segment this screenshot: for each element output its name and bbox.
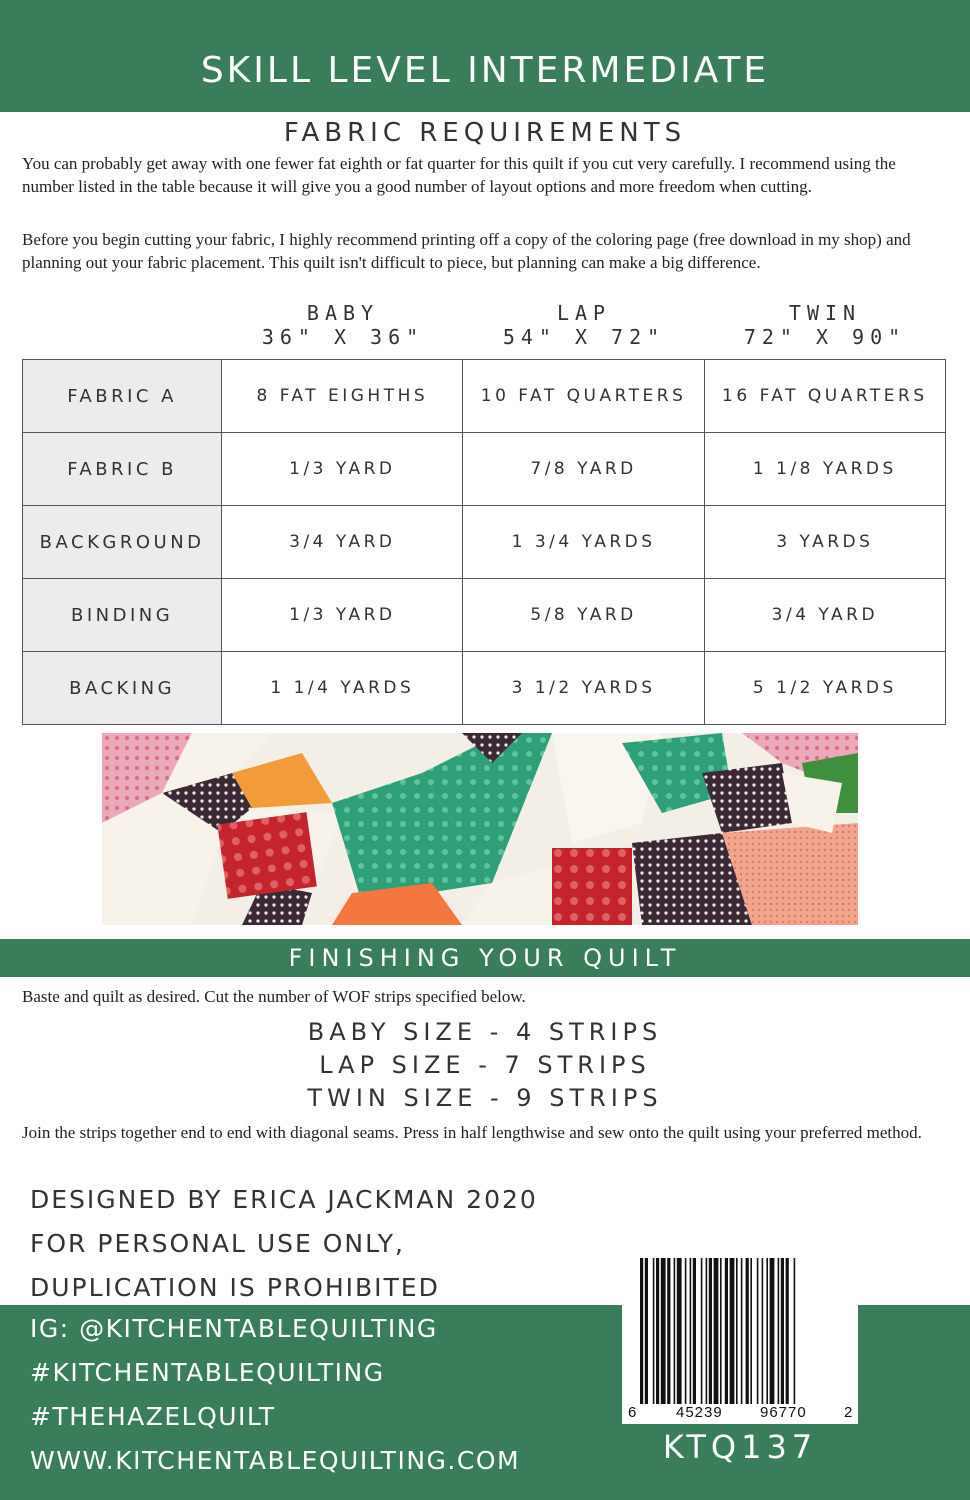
barcode-bar bbox=[741, 1258, 743, 1404]
barcode-digit: 45239 bbox=[676, 1404, 723, 1421]
size-name: TWIN bbox=[788, 301, 862, 325]
barcode-bar bbox=[693, 1258, 696, 1404]
table-cell: 16 FAT QUARTERS bbox=[704, 360, 945, 433]
barcode-bar bbox=[709, 1258, 712, 1404]
table-cell: 3 YARDS bbox=[704, 506, 945, 579]
skill-level-title: SKILL LEVEL INTERMEDIATE bbox=[200, 50, 770, 91]
barcode-bar bbox=[706, 1258, 708, 1404]
barcode-digit: 2 bbox=[844, 1404, 853, 1421]
barcode-digit: 6 bbox=[628, 1404, 637, 1421]
hashtag: #THEHAZELQUILT bbox=[30, 1402, 276, 1431]
row-label: BINDING bbox=[23, 579, 222, 652]
barcode bbox=[622, 1240, 858, 1424]
barcode-bar bbox=[786, 1258, 789, 1404]
barcode-bar bbox=[762, 1258, 764, 1404]
barcode-bar bbox=[674, 1258, 676, 1404]
barcode-bar bbox=[640, 1258, 643, 1404]
barcode-bar bbox=[656, 1258, 659, 1404]
table-cell: 3/4 YARD bbox=[704, 579, 945, 652]
barcode-bar bbox=[653, 1258, 655, 1404]
strip-list bbox=[0, 1016, 970, 1115]
finishing-intro: Baste and quilt as desired. Cut the number of WOF strips specified below. bbox=[22, 987, 526, 1006]
barcode-bar bbox=[645, 1258, 648, 1404]
strip-count-twin: TWIN SIZE - 9 STRIPS bbox=[307, 1084, 663, 1112]
barcode-bar bbox=[725, 1258, 728, 1404]
size-header-baby bbox=[222, 301, 464, 349]
table-cell: 5 1/2 YARDS bbox=[704, 652, 945, 725]
barcode-bar bbox=[766, 1258, 768, 1404]
table-row bbox=[23, 579, 946, 652]
table-cell: 1 3/4 YARDS bbox=[463, 506, 704, 579]
barcode-bar bbox=[746, 1258, 749, 1404]
intro-paragraph: You can probably get away with one fewer fat eighth or fat quarter for this quilt if you cut very carefully. I recommend using the number listed in the table because it will give you a good number of layout options and more freedom when cutting. bbox=[22, 154, 896, 196]
table-cell: 7/8 YARD bbox=[463, 433, 704, 506]
barcode-digit: 96770 bbox=[760, 1404, 807, 1421]
usage-note: FOR PERSONAL USE ONLY, bbox=[30, 1229, 405, 1258]
finishing-band bbox=[0, 939, 970, 977]
table-cell: 3/4 YARD bbox=[222, 506, 463, 579]
fabric-requirements-title: FABRIC REQUIREMENTS bbox=[283, 118, 687, 148]
table-cell: 8 FAT EIGHTHS bbox=[222, 360, 463, 433]
row-label: FABRIC A bbox=[23, 360, 222, 433]
product-code: KTQ137 bbox=[662, 1428, 818, 1466]
barcode-bar bbox=[750, 1258, 752, 1404]
quilt-illustration bbox=[102, 733, 858, 925]
barcode-bar bbox=[690, 1258, 692, 1404]
table-row bbox=[23, 433, 946, 506]
barcode-bar bbox=[757, 1258, 759, 1404]
barcode-bar bbox=[770, 1258, 775, 1404]
barcode-bar bbox=[730, 1258, 735, 1404]
barcode-bar bbox=[677, 1258, 682, 1404]
strip-count-baby: BABY SIZE - 4 STRIPS bbox=[307, 1018, 663, 1046]
strip-count-lap: LAP SIZE - 7 STRIPS bbox=[319, 1051, 651, 1079]
finishing-title: FINISHING YOUR QUILT bbox=[288, 944, 682, 972]
planning-paragraph: Before you begin cutting your fabric, I highly recommend printing off a copy of the coloring page (free download in my shop) and planning out your fabric placement. This quilt isn't difficult to piece, but planning can make a big difference. bbox=[22, 230, 911, 272]
barcode-bar bbox=[778, 1258, 780, 1404]
table-cell: 1/3 YARD bbox=[222, 433, 463, 506]
barcode-bar bbox=[781, 1258, 784, 1404]
table-row bbox=[23, 652, 946, 725]
designer-credit: DESIGNED BY ERICA JACKMAN 2020 bbox=[30, 1185, 538, 1214]
barcode-bar bbox=[794, 1258, 796, 1404]
social-links bbox=[30, 1307, 520, 1483]
header-band bbox=[0, 0, 970, 112]
size-name: BABY bbox=[306, 301, 380, 325]
barcode-bar bbox=[667, 1258, 670, 1404]
barcode-bar bbox=[714, 1258, 719, 1404]
credits bbox=[30, 1178, 538, 1310]
row-label: FABRIC B bbox=[23, 433, 222, 506]
website-url: WWW.KITCHENTABLEQUILTING.COM bbox=[30, 1446, 521, 1475]
duplication-note: DUPLICATION IS PROHIBITED bbox=[30, 1273, 440, 1302]
size-dims: 54" X 72" bbox=[502, 325, 666, 349]
size-header-twin bbox=[704, 301, 946, 349]
table-row bbox=[23, 506, 946, 579]
barcode-bar bbox=[661, 1258, 666, 1404]
barcode-bars bbox=[622, 1240, 858, 1424]
table-cell: 10 FAT QUARTERS bbox=[463, 360, 704, 433]
table-cell: 1/3 YARD bbox=[222, 579, 463, 652]
hashtag: #KITCHENTABLEQUILTING bbox=[30, 1358, 385, 1387]
row-label: BACKING bbox=[23, 652, 222, 725]
barcode-bar bbox=[720, 1258, 722, 1404]
finishing-outro: Join the strips together end to end with diagonal seams. Press in half lengthwise and sew onto the quilt using your preferred method. bbox=[22, 1123, 922, 1142]
barcode-bar bbox=[685, 1258, 687, 1404]
barcode-bar bbox=[736, 1258, 738, 1404]
size-header-lap bbox=[463, 301, 705, 349]
barcode-bar bbox=[701, 1258, 703, 1404]
instagram-handle: IG: @KITCHENTABLEQUILTING bbox=[30, 1314, 438, 1343]
table-cell: 1 1/4 YARDS bbox=[222, 652, 463, 725]
table-row bbox=[23, 360, 946, 433]
size-dims: 36" X 36" bbox=[261, 325, 425, 349]
size-dims: 72" X 90" bbox=[743, 325, 907, 349]
fabric-requirements-table bbox=[22, 359, 946, 725]
table-cell: 5/8 YARD bbox=[463, 579, 704, 652]
table-cell: 3 1/2 YARDS bbox=[463, 652, 704, 725]
quilt-photo bbox=[102, 733, 858, 925]
size-name: LAP bbox=[556, 301, 612, 325]
row-label: BACKGROUND bbox=[23, 506, 222, 579]
table-cell: 1 1/8 YARDS bbox=[704, 433, 945, 506]
